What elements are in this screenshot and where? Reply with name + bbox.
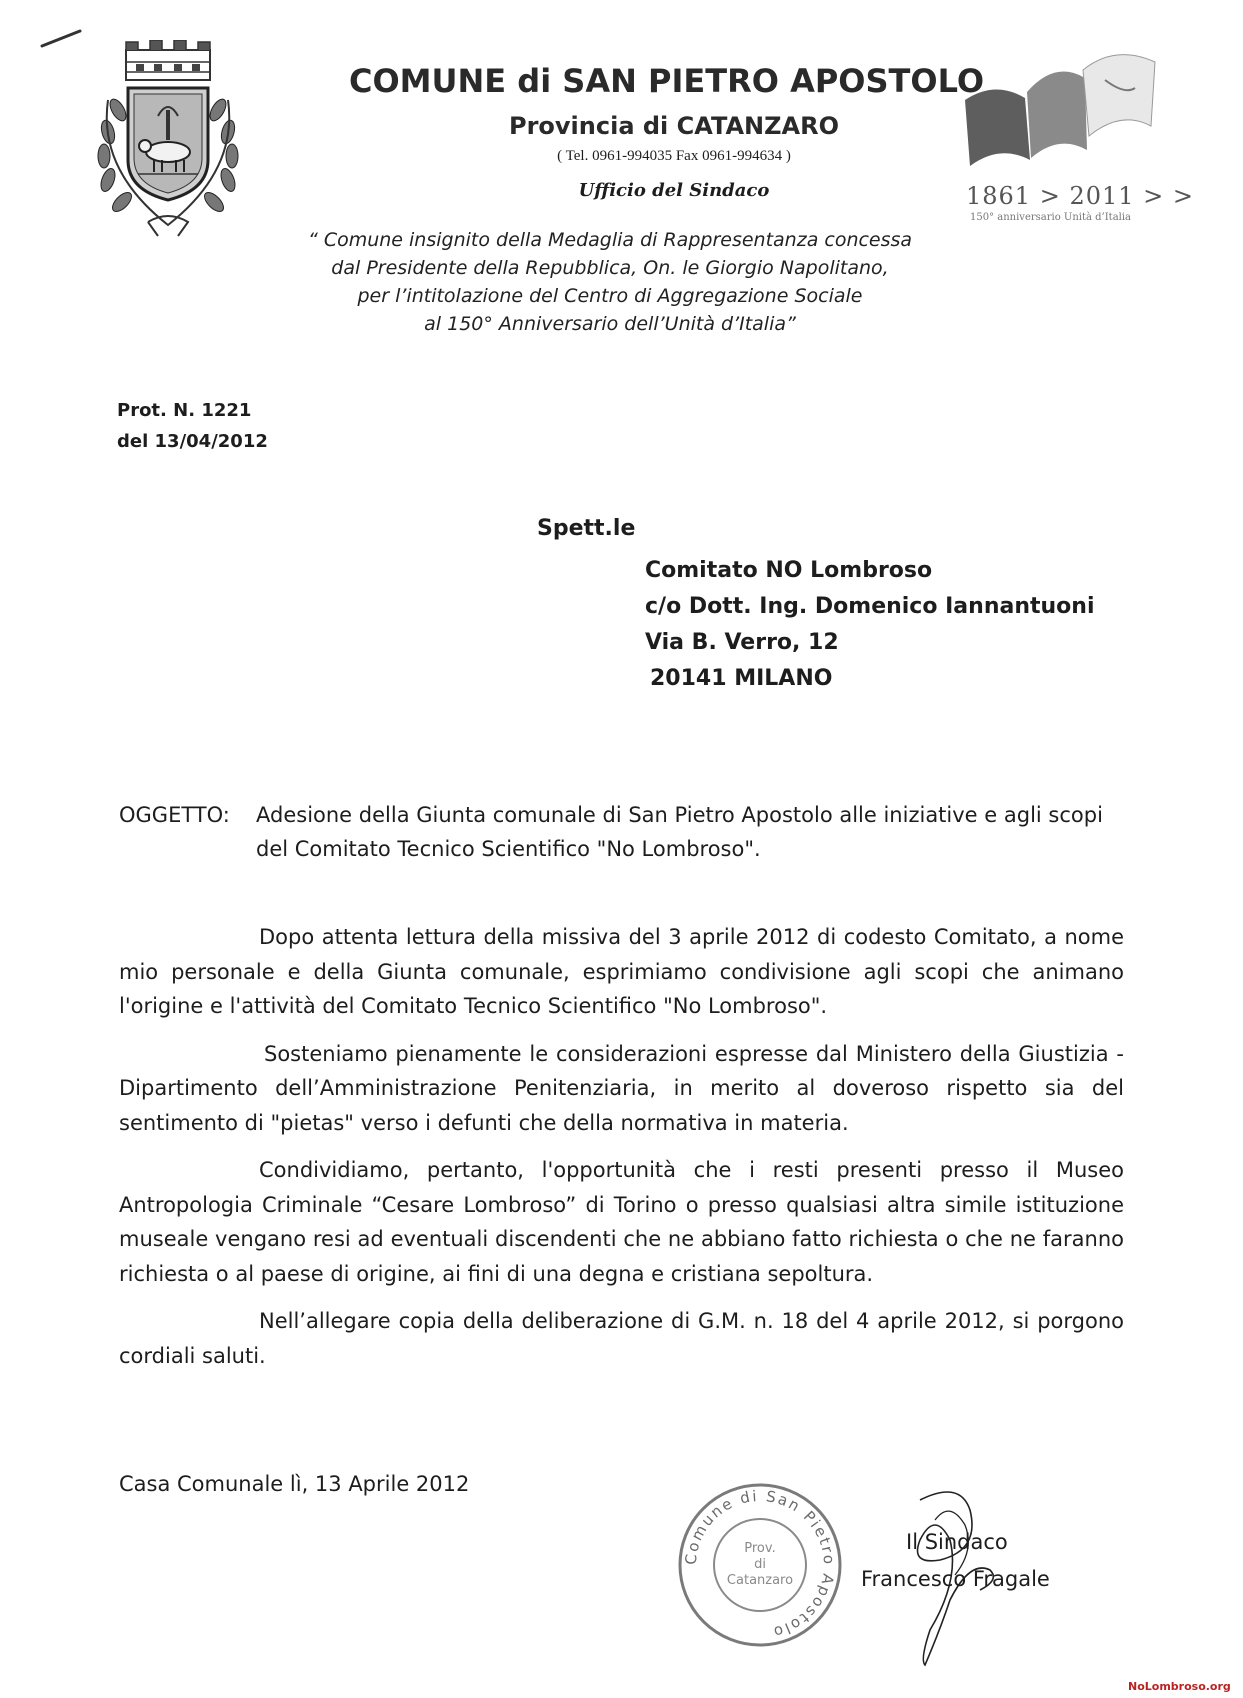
signatory-title: Il Sindaco (906, 1530, 1008, 1554)
stamp-ring-text: Comune di San Pietro Apostolo (681, 1486, 839, 1642)
quote-line: dal Presidente della Repubblica, On. le Giorgio Napolitano, (331, 257, 889, 279)
salutation: Spett.le (537, 516, 636, 541)
mayor-office: Ufficio del Sindaco (578, 180, 770, 201)
anniversary-years: 1861 > 2011 > > (966, 182, 1194, 210)
recipient-city: 20141 MILANO (650, 666, 833, 691)
protocol-number: Prot. N. 1221 (117, 400, 252, 421)
place-date: Casa Comunale lì, 13 Aprile 2012 (119, 1472, 470, 1496)
site-watermark: NoLombroso.org (1128, 1680, 1231, 1693)
protocol-date: del 13/04/2012 (117, 431, 268, 452)
stamp-center-line: di (754, 1557, 766, 1572)
municipality-title: COMUNE di SAN PIETRO APOSTOLO (348, 62, 985, 100)
official-stamp-icon (675, 1480, 845, 1650)
body-paragraph: Sosteniamo pienamente le considerazioni espresse dal Ministero della Giustizia - Dipartimento dell’Amministrazione Penitenziaria, in merito al doveroso rispetto sia del sentimento di "pietas" verso i defunti che della normativa in materia. (119, 1041, 1124, 1135)
recipient-care-of: c/o Dott. Ing. Domenico Iannantuoni (645, 594, 1095, 619)
letter-body (119, 920, 1124, 1386)
recipient-street: Via B. Verro, 12 (645, 630, 839, 655)
quote-line: “ Comune insignito della Medaglia di Rappresentanza concessa (307, 229, 913, 251)
recipient-name: Comitato NO Lombroso (645, 558, 933, 583)
stamp-center-line: Catanzaro (726, 1573, 794, 1588)
anniversary-subtitle: 150° anniversario Unità d’Italia (970, 212, 1132, 223)
body-paragraph: Nell’allegare copia della deliberazione di G.M. n. 18 del 4 aprile 2012, si porgono cordiali saluti. (119, 1309, 1124, 1368)
body-paragraph: Condividiamo, pertanto, l'opportunità che i resti presenti presso il Museo Antropologia Criminale “Cesare Lombroso” di Torino o presso qualsiasi altra simile istituzione museale vengano resi ad eventuali discendenti che ne abbiano fatto richiesta o che ne faranno richiesta o al paese di origine, ai fini di una degna e cristiana sepoltura. (119, 1158, 1124, 1286)
subject-text: Adesione della Giunta comunale di San Pietro Apostolo alle iniziative e agli scopi del Comitato Tecnico Scientifico "No Lombroso". (256, 803, 1103, 861)
medal-quote (270, 226, 950, 338)
subject-block (119, 798, 1129, 866)
subject-label: OGGETTO: (119, 803, 230, 827)
signatory-name: Francesco Fragale (861, 1567, 1050, 1591)
phone-fax: ( Tel. 0961-994035 Fax 0961-994634 ) (557, 148, 791, 164)
recipient-address (645, 553, 1095, 697)
quote-line: al 150° Anniversario dell’Unità d’Italia” (424, 313, 796, 335)
body-paragraph: Dopo attenta lettura della missiva del 3 aprile 2012 di codesto Comitato, a nome mio personale e della Giunta comunale, esprimiamo condivisione agli scopi che animano l'origine e l'attività del Comitato Tecnico Scientifico "No Lombroso". (119, 925, 1124, 1018)
quote-line: per l’intitolazione del Centro di Aggregazione Sociale (357, 285, 863, 307)
stamp-center-line: Prov. (744, 1541, 776, 1556)
province-title: Provincia di CATANZARO (509, 112, 839, 140)
protocol-block (117, 395, 268, 457)
